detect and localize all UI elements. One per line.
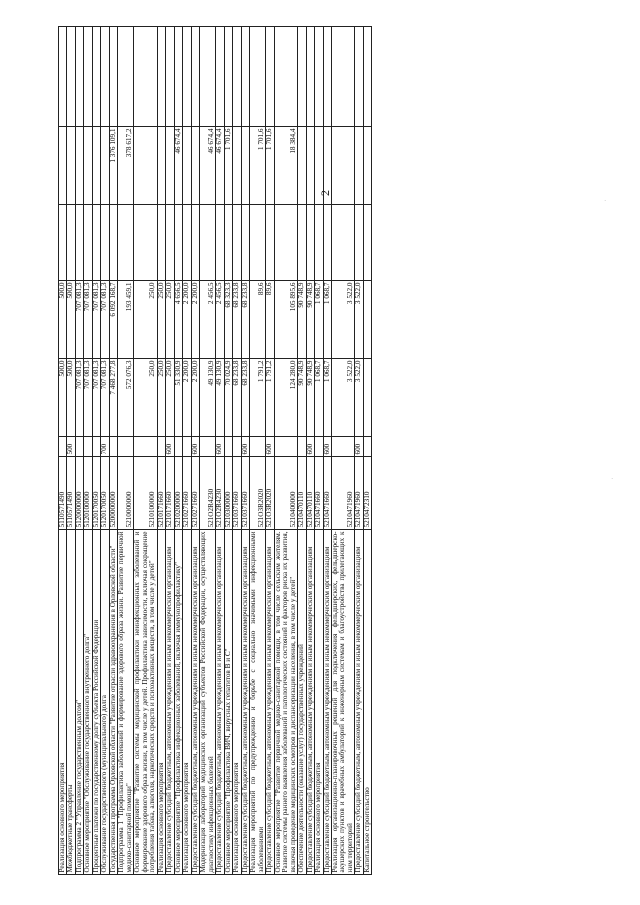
value-cell-2 bbox=[363, 281, 371, 359]
value-cell-4 bbox=[363, 127, 371, 205]
value-cell-3 bbox=[157, 205, 165, 281]
value-cell-4: 1 701,6 bbox=[224, 127, 232, 205]
row-name-cell: Предоставление субсидий бюджетным, автономным учреждениям и иным некоммерческим организациям bbox=[323, 530, 331, 875]
value-cell-1: 2 200,0 bbox=[183, 359, 191, 437]
row-name-cell: Основное мероприятие "Профилактика ВИЧ, вирусных гепатитов В и С" bbox=[224, 530, 232, 875]
row-name-cell: Предоставление субсидий бюджетным, автономным учреждениям и иным некоммерческим организациям bbox=[306, 530, 314, 875]
value-cell-5 bbox=[84, 27, 92, 127]
target-code-cell: 5110571490 bbox=[67, 457, 75, 530]
value-cell-5 bbox=[191, 27, 199, 127]
expense-type-cell bbox=[298, 437, 306, 457]
value-cell-3 bbox=[67, 205, 75, 281]
rotated-table-wrapper bbox=[58, 27, 371, 875]
value-cell-2: 707 081,3 bbox=[92, 281, 100, 359]
page-number: 2 bbox=[318, 190, 332, 196]
value-cell-1: 707 081,3 bbox=[75, 359, 83, 437]
value-cell-3 bbox=[323, 205, 331, 281]
target-code-cell: 5210371660 bbox=[241, 457, 249, 530]
value-cell-4: 1 701,6 bbox=[250, 127, 266, 205]
value-cell-5 bbox=[183, 27, 191, 127]
value-cell-2: 90 748,9 bbox=[298, 281, 306, 359]
value-cell-3 bbox=[174, 205, 182, 281]
table-row bbox=[363, 27, 371, 875]
value-cell-4 bbox=[134, 127, 157, 205]
value-cell-5 bbox=[59, 27, 67, 127]
target-code-cell: 5210171660 bbox=[157, 457, 165, 530]
row-name-cell: Реализация основного мероприятия bbox=[183, 530, 191, 875]
value-cell-2: 6 092 168,7 bbox=[109, 281, 117, 359]
value-cell-1: 90 748,9 bbox=[306, 359, 314, 437]
row-name-cell: Процентные платежи по государственному долгу субъекта Российской Федерации bbox=[92, 530, 100, 875]
row-name-cell: Основное мероприятие "Развитие первичной медико-санитарной помощи, в том числе сельским жителям. Развитие системы раннего выявления заболеваний и патологических состояний и факторов риска их развития, включая проведение медицинских осмотров и диспансеризации населения, в том числе у детей" bbox=[273, 531, 297, 873]
row-name-cell: Модернизация лабораторий медицинских организаций субъектов Российской Федерации, осуществляющих диагностику инфекционных болезней bbox=[199, 531, 215, 873]
value-cell-5 bbox=[233, 27, 241, 127]
value-cell-3 bbox=[92, 205, 100, 281]
value-cell-5 bbox=[224, 27, 232, 127]
row-name-cell: Капитальное строительство bbox=[363, 530, 371, 875]
value-cell-2: 90 748,9 bbox=[306, 281, 314, 359]
target-code-cell: 5210400000 bbox=[274, 457, 297, 530]
target-code-cell: 5210471660 bbox=[323, 457, 331, 530]
value-cell-3 bbox=[200, 205, 216, 281]
value-cell-1: 3 522,0 bbox=[355, 359, 363, 437]
value-cell-4 bbox=[315, 127, 323, 205]
value-cell-4: 18 384,4 bbox=[274, 127, 297, 205]
row-name-cell: Предоставление субсидий бюджетным, автономным учреждениям и иным некоммерческим организациям bbox=[266, 530, 274, 875]
table-row bbox=[166, 27, 174, 875]
value-cell-2: 250,0 bbox=[134, 281, 157, 359]
value-cell-3 bbox=[306, 205, 314, 281]
value-cell-1: 250,0 bbox=[157, 359, 165, 437]
row-name-cell: Предоставление субсидий бюджетным, автономным учреждениям и иным некоммерческим организациям bbox=[191, 530, 199, 875]
value-cell-3 bbox=[241, 205, 249, 281]
value-cell-5 bbox=[315, 27, 323, 127]
scan-speck: · bbox=[604, 197, 607, 205]
row-name-cell: Предоставление субсидий бюджетным, автономным учреждениям и иным некоммерческим организациям bbox=[166, 530, 174, 875]
expense-type-cell bbox=[250, 437, 266, 457]
value-cell-5 bbox=[331, 27, 354, 127]
value-cell-1: 90 748,9 bbox=[298, 359, 306, 437]
value-cell-2: 68 323,3 bbox=[224, 281, 232, 359]
value-cell-1 bbox=[363, 359, 371, 437]
value-cell-5 bbox=[92, 27, 100, 127]
value-cell-4: 46 674,4 bbox=[174, 127, 182, 205]
value-cell-5 bbox=[306, 27, 314, 127]
value-cell-5 bbox=[266, 27, 274, 127]
expense-type-cell: 600 bbox=[355, 437, 363, 457]
value-cell-4 bbox=[166, 127, 174, 205]
row-name-cell: Подпрограмма 1 "Профилактика заболеваний и формирование здорового образа жизни. Развитие первичной медико-санитарной помощи" bbox=[117, 531, 133, 873]
value-cell-4 bbox=[157, 127, 165, 205]
value-cell-1: 500,0 bbox=[67, 359, 75, 437]
budget-table bbox=[58, 26, 372, 875]
row-name-cell: Предоставление субсидий бюджетным, автономным учреждениям и иным некоммерческим организациям bbox=[355, 530, 363, 875]
target-code-cell: 521O2R4230 bbox=[200, 457, 216, 530]
table-row bbox=[216, 27, 224, 875]
table-row bbox=[224, 27, 232, 875]
value-cell-2: 707 081,3 bbox=[101, 281, 109, 359]
target-code-cell: 5210471960 bbox=[355, 457, 363, 530]
value-cell-5 bbox=[355, 27, 363, 127]
row-name-cell: Подпрограмма 2 "Управление государственным долгом" bbox=[75, 530, 83, 875]
target-code-cell: 521O3R2020 bbox=[266, 457, 274, 530]
expense-type-cell bbox=[224, 437, 232, 457]
value-cell-4: 1 701,6 bbox=[266, 127, 274, 205]
expense-type-cell bbox=[274, 437, 297, 457]
expense-type-cell: 600 bbox=[306, 437, 314, 457]
value-cell-4 bbox=[75, 127, 83, 205]
value-cell-3 bbox=[118, 205, 134, 281]
table-body bbox=[59, 27, 372, 875]
value-cell-1: 70 024,9 bbox=[224, 359, 232, 437]
value-cell-5 bbox=[75, 27, 83, 127]
value-cell-2: 89,6 bbox=[250, 281, 266, 359]
value-cell-2: 1 068,7 bbox=[315, 281, 323, 359]
table-row bbox=[274, 27, 297, 875]
value-cell-1: 49 130,9 bbox=[216, 359, 224, 437]
value-cell-4 bbox=[59, 127, 67, 205]
value-cell-1: 707 081,3 bbox=[92, 359, 100, 437]
value-cell-2: 2 456,5 bbox=[216, 281, 224, 359]
value-cell-2: 2 456,5 bbox=[200, 281, 216, 359]
value-cell-1: 68 233,8 bbox=[233, 359, 241, 437]
value-cell-4: 378 617,2 bbox=[118, 127, 134, 205]
row-name-cell: Реализация основного мероприятия bbox=[157, 530, 165, 875]
value-cell-1: 51 330,9 bbox=[174, 359, 182, 437]
target-code-cell: 5120170050 bbox=[101, 457, 109, 530]
value-cell-2: 68 233,8 bbox=[241, 281, 249, 359]
target-code-cell: 5200000000 bbox=[109, 457, 117, 530]
value-cell-2: 2 200,0 bbox=[191, 281, 199, 359]
value-cell-3 bbox=[250, 205, 266, 281]
value-cell-1: 68 233,8 bbox=[241, 359, 249, 437]
expense-type-cell bbox=[174, 437, 182, 457]
value-cell-3 bbox=[109, 205, 117, 281]
value-cell-1: 707 081,3 bbox=[101, 359, 109, 437]
value-cell-3 bbox=[233, 205, 241, 281]
value-cell-4 bbox=[241, 127, 249, 205]
value-cell-5 bbox=[166, 27, 174, 127]
target-code-cell: 5210271660 bbox=[183, 457, 191, 530]
row-name-cell: Основное мероприятие "Развитие системы медицинской профилактики неинфекционных заболеваний и формирование здорового образа жизни, в том числе у детей. Профилактика зависимости, включая сокращение потребления табака, алкоголя, наркотических средств и психоактивных веществ, в том числе у детей" bbox=[133, 531, 157, 873]
value-cell-1: 500,0 bbox=[59, 359, 67, 437]
value-cell-5 bbox=[323, 27, 331, 127]
value-cell-1: 1 068,7 bbox=[323, 359, 331, 437]
value-cell-3 bbox=[266, 205, 274, 281]
target-code-cell: 5120170050 bbox=[92, 457, 100, 530]
table-row bbox=[266, 27, 274, 875]
value-cell-3 bbox=[59, 205, 67, 281]
value-cell-4 bbox=[84, 127, 92, 205]
value-cell-3 bbox=[274, 205, 297, 281]
target-code-cell: 5110571490 bbox=[59, 457, 67, 530]
value-cell-2: 707 081,3 bbox=[84, 281, 92, 359]
target-code-cell: 5210472310 bbox=[363, 457, 371, 530]
value-cell-1: 2 200,0 bbox=[191, 359, 199, 437]
expense-type-cell bbox=[75, 437, 83, 457]
value-cell-1: 707 081,3 bbox=[84, 359, 92, 437]
row-name-cell: Реализация основного мероприятия bbox=[59, 530, 67, 875]
value-cell-5 bbox=[298, 27, 306, 127]
value-cell-1: 250,0 bbox=[134, 359, 157, 437]
row-name-cell: Реализация основного мероприятия bbox=[233, 530, 241, 875]
expense-type-cell: 600 bbox=[266, 437, 274, 457]
value-cell-4 bbox=[298, 127, 306, 205]
expense-type-cell bbox=[109, 437, 117, 457]
value-cell-3 bbox=[216, 205, 224, 281]
value-cell-4 bbox=[355, 127, 363, 205]
value-cell-2: 500,0 bbox=[67, 281, 75, 359]
target-code-cell: 5210371660 bbox=[233, 457, 241, 530]
expense-type-cell: 600 bbox=[216, 437, 224, 457]
value-cell-4 bbox=[323, 127, 331, 205]
expense-type-cell bbox=[233, 437, 241, 457]
expense-type-cell: 700 bbox=[101, 437, 109, 457]
table-row bbox=[200, 27, 216, 875]
value-cell-2: 89,6 bbox=[266, 281, 274, 359]
table-row bbox=[250, 27, 266, 875]
table-row bbox=[298, 27, 306, 875]
table-row bbox=[174, 27, 182, 875]
value-cell-3 bbox=[75, 205, 83, 281]
table-row bbox=[233, 27, 241, 875]
value-cell-2: 3 522,0 bbox=[355, 281, 363, 359]
expense-type-cell bbox=[84, 437, 92, 457]
value-cell-3 bbox=[84, 205, 92, 281]
target-code-cell: 5120000000 bbox=[75, 457, 83, 530]
value-cell-3 bbox=[101, 205, 109, 281]
value-cell-4: 46 674,4 bbox=[216, 127, 224, 205]
target-code-cell: 5210471960 bbox=[331, 457, 354, 530]
target-code-cell: 521O2R4230 bbox=[216, 457, 224, 530]
value-cell-1: 250,0 bbox=[166, 359, 174, 437]
expense-type-cell: 500 bbox=[67, 437, 75, 457]
target-code-cell: 5120100000 bbox=[84, 457, 92, 530]
value-cell-3 bbox=[191, 205, 199, 281]
expense-type-cell bbox=[363, 437, 371, 457]
value-cell-3 bbox=[166, 205, 174, 281]
value-cell-5 bbox=[157, 27, 165, 127]
value-cell-4: 1 376 109,1 bbox=[109, 127, 117, 205]
value-cell-2: 4 656,5 bbox=[174, 281, 182, 359]
row-name-cell: Предоставление субсидий бюджетным, автономным учреждениям и иным некоммерческим организациям bbox=[216, 530, 224, 875]
row-name-cell: Государственная программа Орловской области "Развитие отрасли здравоохранения в Орловской области" bbox=[109, 530, 117, 875]
value-cell-3 bbox=[134, 205, 157, 281]
row-name-cell: Межбюджетные трансферты bbox=[67, 530, 75, 875]
target-code-cell: 5210100000 bbox=[134, 457, 157, 530]
table-row bbox=[306, 27, 314, 875]
expense-type-cell: 600 bbox=[241, 437, 249, 457]
value-cell-5 bbox=[101, 27, 109, 127]
value-cell-2: 3 522,0 bbox=[331, 281, 354, 359]
expense-type-cell bbox=[315, 437, 323, 457]
value-cell-2: 2 200,0 bbox=[183, 281, 191, 359]
value-cell-4 bbox=[306, 127, 314, 205]
value-cell-2: 250,0 bbox=[166, 281, 174, 359]
row-name-cell: Предоставление субсидий бюджетным, автономным учреждениям и иным некоммерческим организациям bbox=[241, 530, 249, 875]
value-cell-3 bbox=[355, 205, 363, 281]
row-name-cell: Обеспечение деятельности (оказание услуг) государственных учреждений bbox=[298, 530, 306, 875]
value-cell-1: 1 791,2 bbox=[266, 359, 274, 437]
target-code-cell: 5210200000 bbox=[174, 457, 182, 530]
target-code-cell: 5210000000 bbox=[118, 457, 134, 530]
value-cell-5 bbox=[216, 27, 224, 127]
value-cell-3 bbox=[183, 205, 191, 281]
value-cell-5 bbox=[363, 27, 371, 127]
target-code-cell: 5210470110 bbox=[306, 457, 314, 530]
value-cell-5 bbox=[134, 27, 157, 127]
target-code-cell: 521O3R2020 bbox=[250, 457, 266, 530]
value-cell-1: 1 791,2 bbox=[250, 359, 266, 437]
value-cell-5 bbox=[241, 27, 249, 127]
row-name-cell: Основное мероприятие "Профилактика инфекционных заболеваний, включая иммунопрофилактику" bbox=[174, 530, 182, 875]
expense-type-cell bbox=[183, 437, 191, 457]
value-cell-4 bbox=[183, 127, 191, 205]
value-cell-3 bbox=[298, 205, 306, 281]
value-cell-1: 49 130,9 bbox=[200, 359, 216, 437]
row-name-cell: Реализация организационно-планировочных решений для подключения фельдшерских, фельдшерско-акушерских пунктов и врачебных амбулаторий к инженерным системам и благоустройства прилегающих к ним территорий bbox=[330, 531, 354, 873]
value-cell-4 bbox=[92, 127, 100, 205]
value-cell-4 bbox=[331, 127, 354, 205]
target-code-cell: 5210171660 bbox=[166, 457, 174, 530]
value-cell-3 bbox=[331, 205, 354, 281]
value-cell-5 bbox=[67, 27, 75, 127]
value-cell-5 bbox=[250, 27, 266, 127]
table-row bbox=[331, 27, 354, 875]
value-cell-2: 1 068,7 bbox=[323, 281, 331, 359]
value-cell-2: 68 233,8 bbox=[233, 281, 241, 359]
table-row bbox=[355, 27, 363, 875]
table-row bbox=[118, 27, 134, 875]
value-cell-3 bbox=[315, 205, 323, 281]
value-cell-1: 3 522,0 bbox=[331, 359, 354, 437]
expense-type-cell: 600 bbox=[191, 437, 199, 457]
row-name-cell: Обслуживание государственного (муниципального) долга bbox=[101, 530, 109, 875]
table-row bbox=[183, 27, 191, 875]
value-cell-2: 500,0 bbox=[59, 281, 67, 359]
row-name-cell: Реализация основного мероприятия bbox=[315, 530, 323, 875]
row-name-cell: Основное мероприятие "Обслуживание государственного внутреннего долга" bbox=[84, 530, 92, 875]
value-cell-1: 124 280,0 bbox=[274, 359, 297, 437]
expense-type-cell bbox=[118, 437, 134, 457]
value-cell-2: 707 081,3 bbox=[75, 281, 83, 359]
value-cell-5 bbox=[274, 27, 297, 127]
value-cell-5 bbox=[200, 27, 216, 127]
table-row bbox=[134, 27, 157, 875]
value-cell-4 bbox=[191, 127, 199, 205]
row-name-cell: Реализация мероприятий по предупреждению и борьбе с социально значимыми инфекционными заболеваниями bbox=[249, 531, 265, 873]
table-row bbox=[315, 27, 323, 875]
target-code-cell: 5210471660 bbox=[315, 457, 323, 530]
expense-type-cell bbox=[331, 437, 354, 457]
value-cell-1: 1 068,7 bbox=[315, 359, 323, 437]
value-cell-4 bbox=[67, 127, 75, 205]
scan-speck: · bbox=[611, 475, 614, 483]
value-cell-1: 572 076,3 bbox=[118, 359, 134, 437]
value-cell-5 bbox=[174, 27, 182, 127]
value-cell-3 bbox=[224, 205, 232, 281]
expense-type-cell: 600 bbox=[323, 437, 331, 457]
value-cell-4: 46 674,4 bbox=[200, 127, 216, 205]
value-cell-5 bbox=[109, 27, 117, 127]
value-cell-2: 193 459,1 bbox=[118, 281, 134, 359]
value-cell-2: 105 895,6 bbox=[274, 281, 297, 359]
expense-type-cell: 600 bbox=[166, 437, 174, 457]
expense-type-cell bbox=[200, 437, 216, 457]
target-code-cell: 5210300000 bbox=[224, 457, 232, 530]
value-cell-3 bbox=[363, 205, 371, 281]
expense-type-cell bbox=[134, 437, 157, 457]
target-code-cell: 5210271660 bbox=[191, 457, 199, 530]
value-cell-2: 250,0 bbox=[157, 281, 165, 359]
target-code-cell: 5210470110 bbox=[298, 457, 306, 530]
value-cell-5 bbox=[118, 27, 134, 127]
value-cell-4 bbox=[233, 127, 241, 205]
value-cell-1: 7 468 277,8 bbox=[109, 359, 117, 437]
